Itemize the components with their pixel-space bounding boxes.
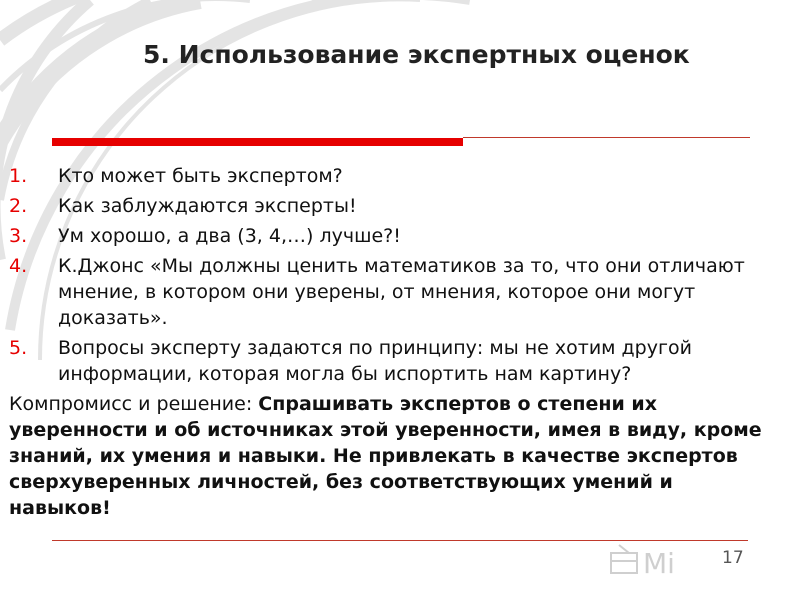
list-item-text: Как заблуждаются эксперты! [58, 195, 357, 217]
list-item [9, 223, 779, 249]
title-thin-rule [463, 137, 750, 138]
list-number: 3. [9, 225, 28, 247]
title-underline-bar [52, 138, 463, 146]
list-item-text: Кто может быть экспертом? [58, 165, 343, 187]
list-item [9, 253, 779, 331]
list-item [9, 335, 779, 387]
list-item-text: К.Джонс «Мы должны ценить математиков за то, что они отличают мнение, в котором они уверены, от мнения, которое они могут доказать». [58, 255, 745, 329]
list-number: 5. [9, 337, 28, 359]
slide-content [9, 163, 779, 521]
list-number: 4. [9, 255, 28, 277]
conclusion-paragraph [9, 391, 779, 521]
list-item [9, 193, 779, 219]
conclusion-lead: Компромисс и решение: [9, 393, 259, 415]
question-list [9, 163, 779, 387]
slide-title: 5. Использование экспертных оценок [143, 40, 690, 69]
list-item [9, 163, 779, 189]
list-number: 2. [9, 195, 28, 217]
list-item-text: Вопросы эксперту задаются по принципу: мы не хотим другой информации, которая могла бы испортить нам картину? [58, 337, 692, 385]
list-number: 1. [9, 165, 28, 187]
svg-text:Mi: Mi [643, 547, 675, 580]
list-item-text: Ум хорошо, а два (3, 4,…) лучше?! [58, 225, 401, 247]
conclusion-emphasis: Спрашивать экспертов о степени их уверенности и об источниках этой уверенности, имея в виду, кроме знаний, их умения и навыки. Не привлекать в качестве экспертов сверхуверенных личностей, без соответствующих умений и навыков! [9, 393, 762, 519]
page-number: 17 [722, 548, 744, 568]
